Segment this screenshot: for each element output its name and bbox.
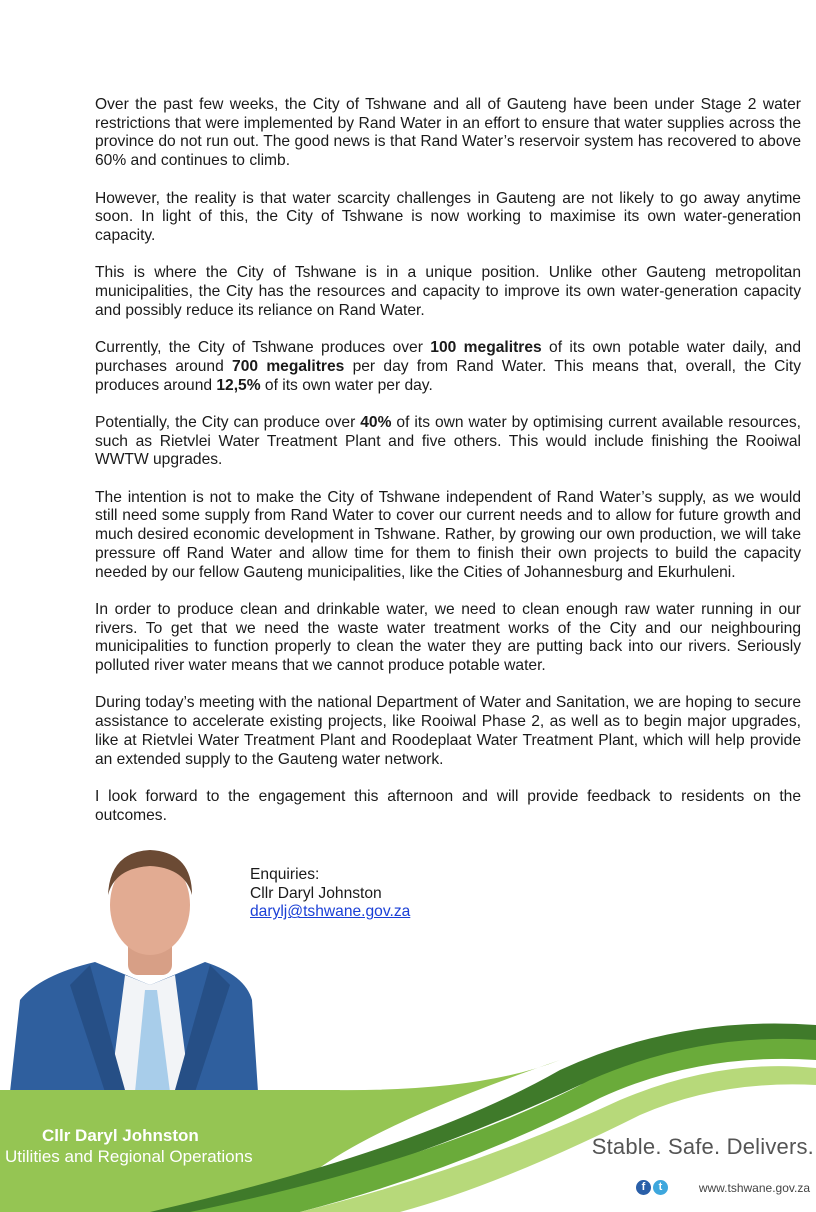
text-run: of its own potable water daily, and purchases around (95, 339, 801, 375)
text-run: Currently, the City of Tshwane produces over (95, 339, 431, 357)
twitter-icon[interactable]: t (653, 1180, 668, 1195)
paragraph-unique-position: This is where the City of Tshwane is in a unique position. Unlike other Gauteng metropolitan municipalities, the City has the resources and capacity to improve its own water-generation capacity and possibly reduce its reliance on Rand Water. (95, 264, 801, 319)
facebook-icon[interactable]: f (636, 1180, 651, 1195)
text-run: per day from Rand Water. This means that, overall, the City produces around (95, 357, 801, 394)
footer-portfolio: Utilities and Regional Operations (5, 1147, 253, 1166)
bold-12-5-percent: 12,5% (216, 376, 261, 394)
bold-100-megalitres: 100 megalitres (430, 339, 542, 357)
portrait-photo (10, 850, 258, 1092)
paragraph-intention: The intention is not to make the City of Tshwane independent of Rand Water’s supply, as we would still need some supply from Rand Water to cover our current needs and to allow for future growth and much desired economic development in Tshwane. Rather, by growing our own production, we will take pressure off Rand Water and allow time for them to finish their own projects to build the capacity needed by our fellow Gauteng municipalities, like the Cities of Johannesburg and Ekurhuleni. (95, 488, 801, 581)
text-run: of its own water per day. (260, 376, 433, 394)
social-icons (636, 1180, 668, 1195)
footer-slogan: Stable. Safe. Delivers. (591, 1134, 814, 1159)
footer-website-link[interactable]: www.tshwane.gov.za (698, 1181, 810, 1195)
paragraph-meeting: During today’s meeting with the national Department of Water and Sanitation, we are hoping to secure assistance to accelerate existing projects, like Rooiwal Phase 2, as well as to begin major upgrades, like at Rietvlei Water Treatment Plant and Roodeplaat Water Treatment Plant, which will help provide an extended supply to the Gauteng water network. (95, 694, 801, 768)
paragraph-closing: I look forward to the engagement this afternoon and will provide feedback to residents on the outcomes. (95, 787, 801, 824)
paragraph-clean-water: In order to produce clean and drinkable water, we need to clean enough raw water running in our rivers. To get that we need the waste water treatment works of the City and our neighbouring municipalities to function properly to clean the water they are putting back into our rivers. Seriously polluted river water means that we cannot produce potable water. (95, 600, 801, 674)
enquiries-label: Enquiries: (250, 866, 320, 883)
bold-40-percent: 40% (360, 413, 392, 431)
enquiries-email-link[interactable]: darylj@tshwane.gov.za (250, 903, 411, 921)
footer-councillor-name: Cllr Daryl Johnston (42, 1126, 199, 1145)
text-run: of its own water by optimising current available resources, such as Rietvlei Water Treatment Plant and five others. This would include finishing the Rooiwal WWTW upgrades. (95, 413, 801, 469)
text-run: Potentially, the City can produce over (95, 413, 361, 431)
bold-700-megalitres: 700 megalitres (232, 357, 345, 375)
paragraph-water-scarcity: However, the reality is that water scarcity challenges in Gauteng are not likely to go away anytime soon. In light of this, the City of Tshwane is now working to maximise its own water-generation capacity. (95, 189, 801, 244)
enquiries-name: Cllr Daryl Johnston (250, 884, 382, 902)
paragraph-stage2-restrictions: Over the past few weeks, the City of Tshwane and all of Gauteng have been under Stage 2 water restrictions that were implemented by Rand Water in an effort to ensure that water supplies across the province do not run out. The good news is that Rand Water’s reservoir system has recovered to above 60% and continues to climb. (95, 96, 801, 170)
